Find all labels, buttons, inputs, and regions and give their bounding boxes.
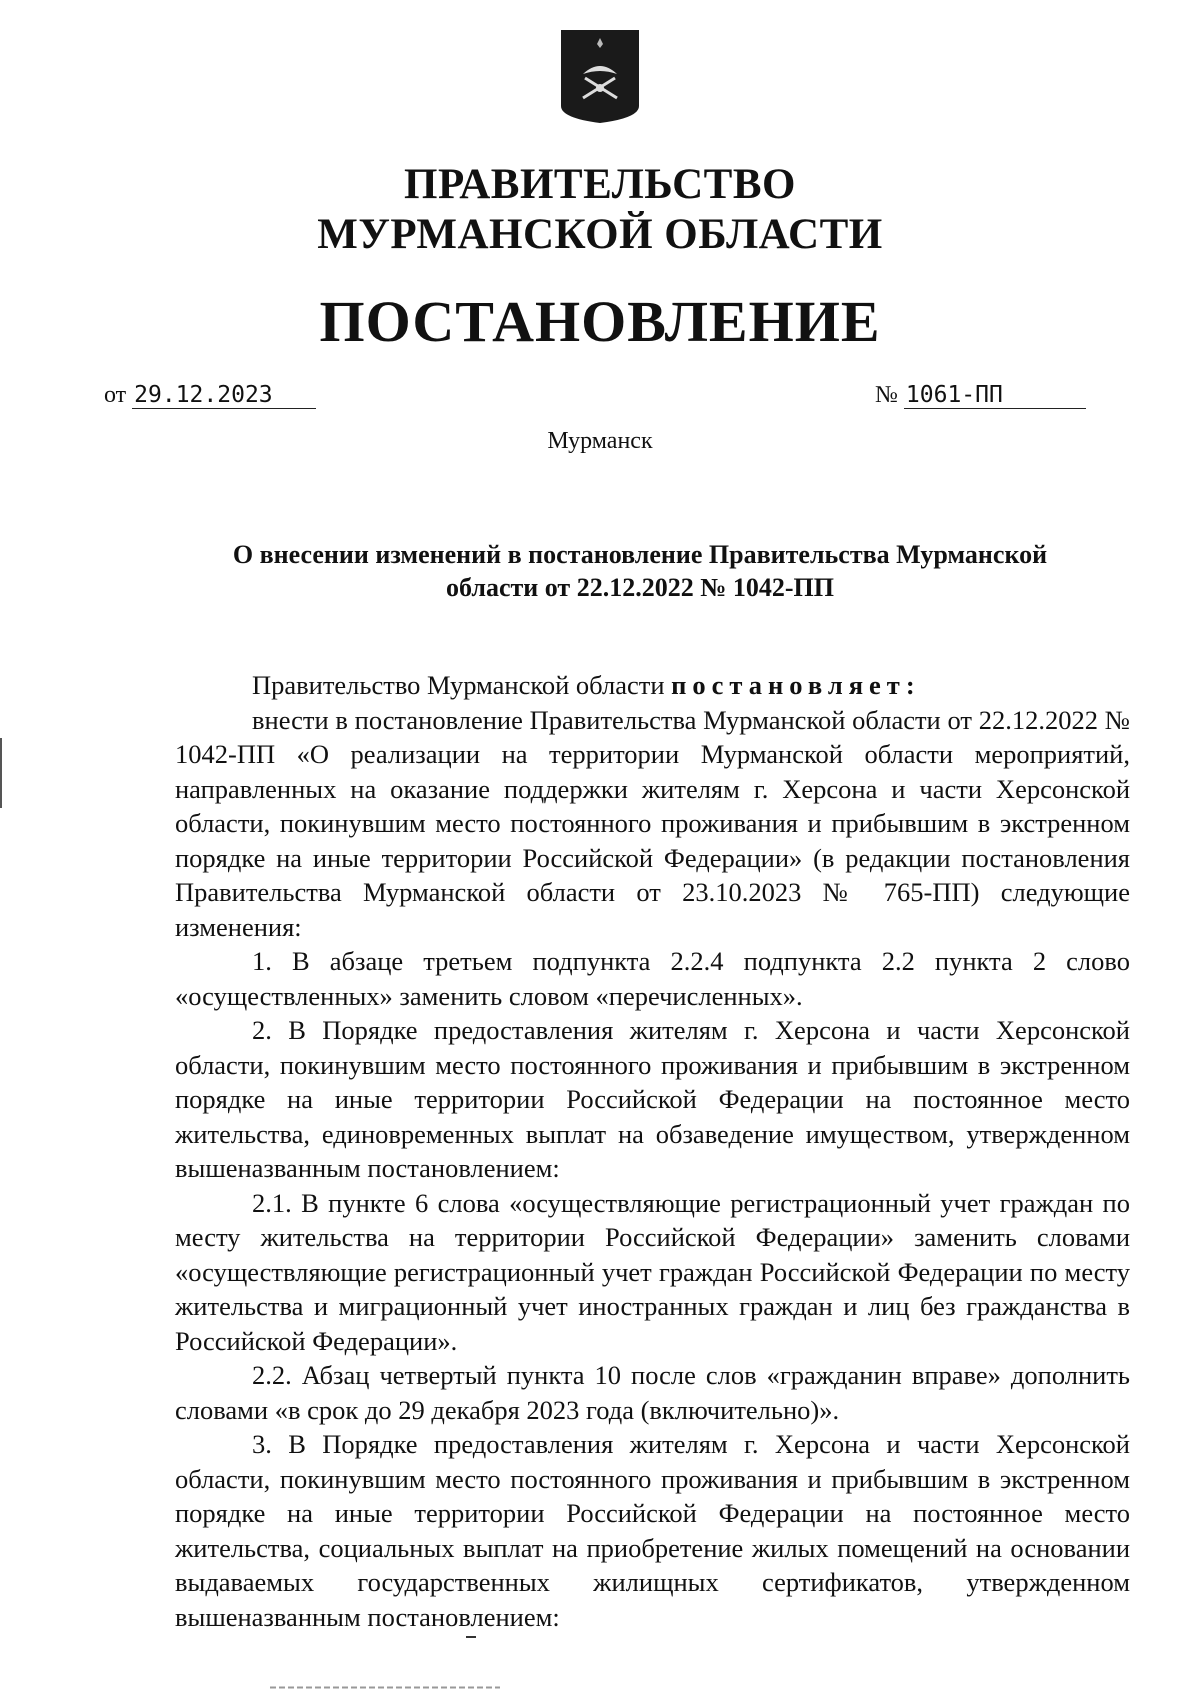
number-field <box>875 382 1086 409</box>
paragraph-item-2: 2. В Порядке предоставления жителям г. Херсона и части Херсонской области, покинувшим место постоянного проживания и прибывшим в экстренном порядке на иные территории Российской Федерации на постоянное место жительства, единовременных выплат на обзаведение имуществом, утвержденном вышеназванным постановлением: <box>175 1015 1130 1183</box>
date-field <box>104 382 316 409</box>
scan-artifact-bottom <box>0 1686 1200 1689</box>
paragraph-main: внести в постановление Правительства Мурманской области от 22.12.2022 № 1042-ПП «О реализации на территории Мурманской области мероприятий, направленных на оказание поддержки жителям г. Херсона и части Херсонской области, покинувшим место постоянного проживания и прибывшим в экстренном порядке на иные территории Российской Федерации» (в редакции постановления Правительства Мурманской области от 23.10.2023 № 765-ПП) следующие изменения: <box>175 704 1130 942</box>
paragraph-item-2-1: 2.1. В пункте 6 слова «осуществляющие регистрационный учет граждан по месту жительства на территории Российской Федерации» заменить словами «осуществляющие регистрационный учет граждан Российской Федерации по месту жительства и миграционный учет иностранных граждан и лиц без гражданства в Российской Федерации». <box>175 1187 1130 1356</box>
document-type-title: ПОСТАНОВЛЕНИЕ <box>319 289 881 354</box>
document-subject <box>180 538 1100 604</box>
paragraph-item-3: 3. В Порядке предоставления жителям г. Херсона и части Херсонской области, покинувшим место постоянного проживания и прибывшим в экстренном порядке на иные территории Российской Федерации на постоянное место жительства, социальных выплат на приобретение жилых помещений на основании выдаваемых государственных жилищных сертификатов, утвержденном вышеназванным постановлением: <box>175 1429 1130 1632</box>
document-date: 29.12.2023 <box>132 382 316 409</box>
footer-dash <box>466 1636 476 1638</box>
subject-line2: области от 22.12.2022 № 1042-ПП <box>446 573 834 602</box>
government-name-line1: ПРАВИТЕЛЬСТВО <box>404 161 796 208</box>
document-body <box>175 668 1130 1634</box>
date-prefix: от <box>104 382 127 408</box>
city-name: Мурманск <box>547 428 653 454</box>
paragraph-item-1: 1. В абзаце третьем подпункта 2.2.4 подпункта 2.2 пункта 2 слово «осуществленных» заменить словом «перечисленных». <box>175 946 1130 1011</box>
paragraph-item-2-2: 2.2. Абзац четвертый пункта 10 после слов «гражданин вправе» дополнить словами «в срок до 29 декабря 2023 года (включительно)». <box>175 1360 1130 1425</box>
government-name-line2: МУРМАНСКОЙ ОБЛАСТИ <box>317 211 883 258</box>
intro-text: Правительство Мурманской области <box>252 670 672 700</box>
subject-line1: О внесении изменений в постановление Правительства Мурманской <box>232 540 1048 569</box>
intro-action: постановляет: <box>671 670 921 700</box>
document-number: 1061-ПП <box>904 382 1086 409</box>
coat-of-arms-icon <box>559 28 641 124</box>
number-prefix: № <box>875 382 898 408</box>
scan-artifact <box>0 738 2 808</box>
intro-paragraph <box>175 668 1130 703</box>
